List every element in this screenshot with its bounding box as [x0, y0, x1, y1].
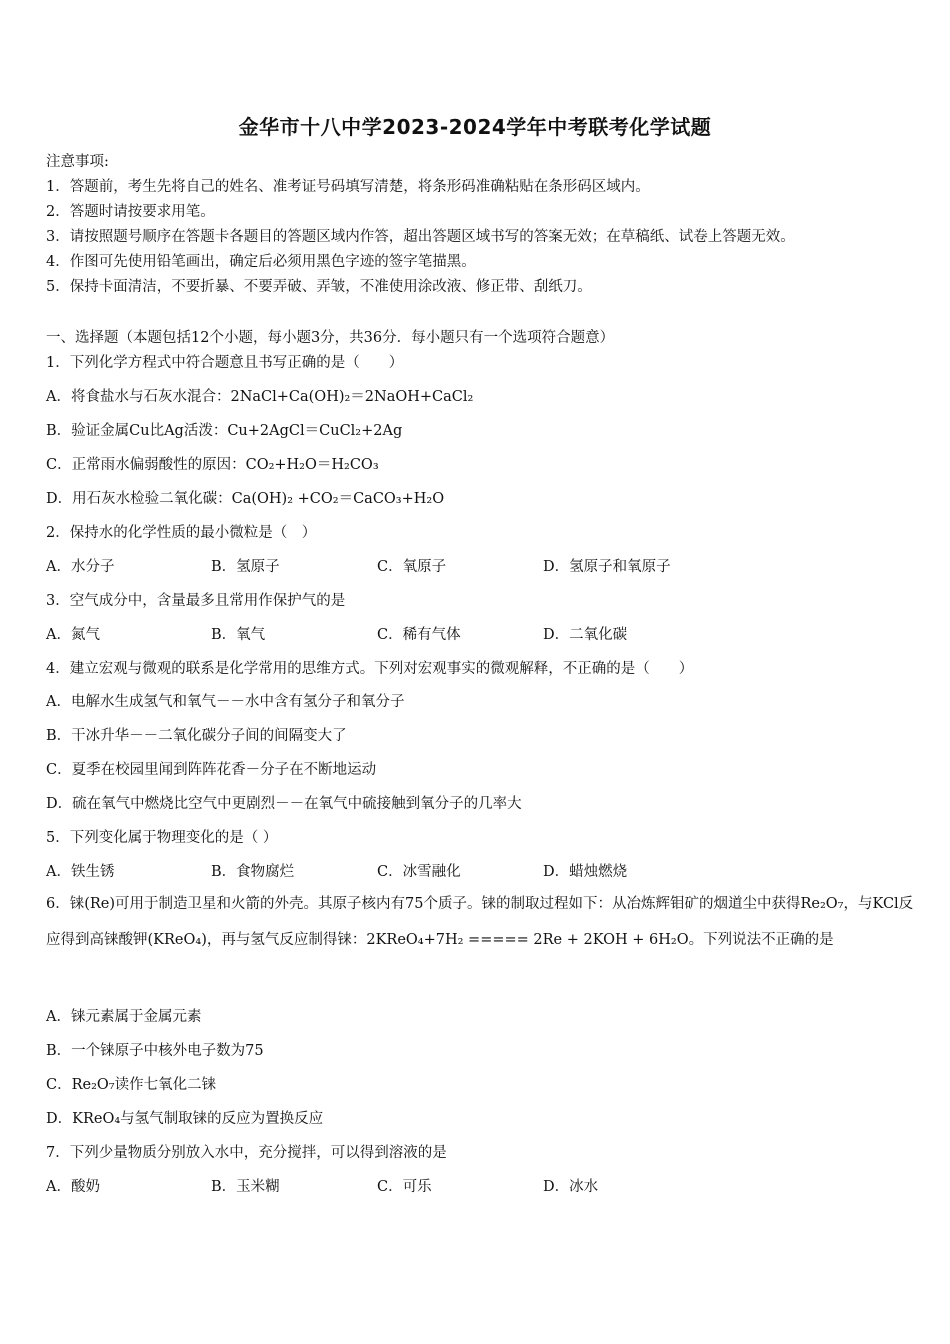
notice-item: 5．保持卡面清洁，不要折暴、不要弄破、弄皱，不准使用涂改液、修正带、刮纸刀。	[46, 279, 592, 295]
question-7-option-b: B．玉米糊	[211, 1179, 280, 1195]
question-4-option-a: A．电解水生成氢气和氧气－－水中含有氢分子和氧分子	[46, 694, 405, 710]
question-5-option-b: B．食物腐烂	[211, 864, 295, 880]
question-1-stem: 1．下列化学方程式中符合题意且书写正确的是（ ）	[46, 355, 404, 371]
question-3-option-c: C．稀有气体	[377, 627, 461, 643]
question-4-option-c: C．夏季在校园里闻到阵阵花香－分子在不断地运动	[46, 762, 377, 778]
question-7-option-a: A．酸奶	[46, 1179, 100, 1195]
question-7-option-d: D．冰水	[543, 1179, 599, 1195]
notice-item: 3．请按照题号顺序在答题卡各题目的答题区域内作答，超出答题区域书写的答案无效；在草稿纸、试卷上答题无效。	[46, 229, 795, 245]
question-3-stem: 3．空气成分中，含量最多且常用作保护气的是	[46, 593, 346, 609]
section-heading: 一、选择题（本题包括12个小题，每小题3分，共36分．每小题只有一个选项符合题意）	[46, 330, 615, 346]
notice-item: 4．作图可先使用铅笔画出，确定后必须用黑色字迹的签字笔描黑。	[46, 254, 476, 270]
question-5-option-d: D．蜡烛燃烧	[543, 864, 628, 880]
question-3-option-b: B．氧气	[211, 627, 266, 643]
question-2-options	[46, 555, 916, 577]
question-3-option-d: D．二氧化碳	[543, 627, 628, 643]
question-5-option-c: C．冰雪融化	[377, 864, 461, 880]
question-2-option-c: C．氧原子	[377, 559, 447, 575]
question-4-stem: 4．建立宏观与微观的联系是化学常用的思维方式。下列对宏观事实的微观解释，不正确的是（ ）	[46, 661, 694, 677]
question-1-option-a: A．将食盐水与石灰水混合：2NaCl+Ca(OH)₂＝2NaOH+CaCl₂	[46, 389, 474, 405]
page-title: 金华市十八中学2023-2024学年中考联考化学试题	[238, 115, 712, 139]
question-6-option-a: A．铼元素属于金属元素	[46, 1009, 202, 1025]
question-7-options	[46, 1175, 916, 1197]
question-4-option-d: D．硫在氧气中燃烧比空气中更剧烈－－在氧气中硫接触到氧分子的几率大	[46, 796, 522, 812]
question-1-option-b: B．验证金属Cu比Ag活泼：Cu+2AgCl＝CuCl₂+2Ag	[46, 423, 403, 439]
question-2-option-d: D．氢原子和氧原子	[543, 559, 671, 575]
question-2-option-a: A．水分子	[46, 559, 115, 575]
question-2-option-b: B．氢原子	[211, 559, 280, 575]
question-1-option-d: D．用石灰水检验二氧化碳：Ca(OH)₂ +CO₂＝CaCO₃+H₂O	[46, 491, 445, 507]
question-6-stem: 6．铼(Re)可用于制造卫星和火箭的外壳。其原子核内有75个质子。铼的制取过程如下：从冶炼辉钼矿的烟道尘中获得Re₂O₇，与KCl反应得到高铼酸钾(KReO₄)，再与氢气反应制得铼：2KReO₄+7H₂ ===== 2Re + 2KOH + 6H₂O。下列说法不正确的是	[46, 896, 914, 948]
notice-item: 2．答题时请按要求用笔。	[46, 204, 215, 220]
question-6-option-d: D．KReO₄与氢气制取铼的反应为置换反应	[46, 1111, 324, 1127]
question-7-stem: 7．下列少量物质分别放入水中，充分搅拌，可以得到溶液的是	[46, 1145, 447, 1161]
question-5-option-a: A．铁生锈	[46, 864, 115, 880]
question-7-option-c: C．可乐	[377, 1179, 432, 1195]
question-3-options	[46, 623, 916, 645]
question-5-stem: 5．下列变化属于物理变化的是（ ）	[46, 830, 278, 846]
question-3-option-a: A．氮气	[46, 627, 100, 643]
question-4-option-b: B．干冰升华－－二氧化碳分子间的间隔变大了	[46, 728, 347, 744]
question-6-option-c: C．Re₂O₇读作七氧化二铼	[46, 1077, 217, 1093]
notice-heading: 注意事项:	[46, 154, 109, 170]
question-6-option-b: B．一个铼原子中核外电子数为75	[46, 1043, 264, 1059]
notice-item: 1．答题前，考生先将自己的姓名、准考证号码填写清楚，将条形码准确粘贴在条形码区域内。	[46, 179, 650, 195]
question-2-stem: 2．保持水的化学性质的最小微粒是（ ）	[46, 525, 317, 541]
notice-block	[46, 150, 926, 300]
question-5-options	[46, 860, 916, 882]
question-1-option-c: C．正常雨水偏弱酸性的原因：CO₂+H₂O＝H₂CO₃	[46, 457, 379, 473]
